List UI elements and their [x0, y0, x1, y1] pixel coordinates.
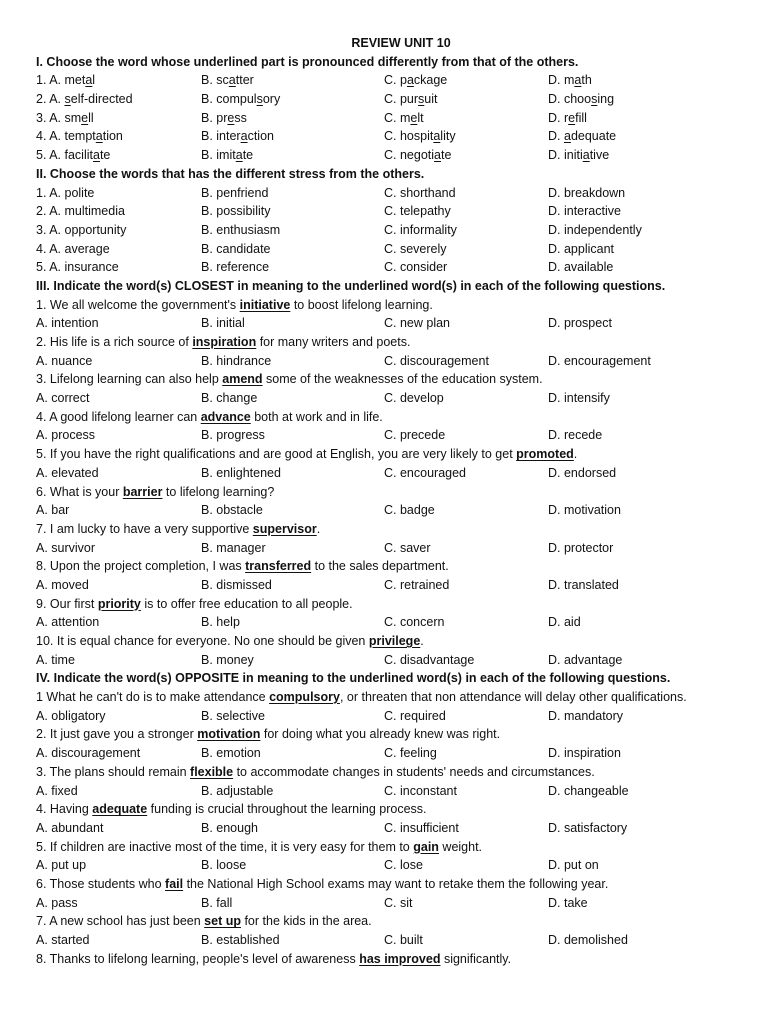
answer-option[interactable]: A. correct: [36, 391, 90, 406]
section-heading: I. Choose the word whose underlined part is pronounced differently from that of the others.: [36, 54, 579, 69]
question-text: 6. Those students who fail the National High School exams may want to retake them the following year.: [36, 876, 609, 891]
answer-options-row: [36, 744, 736, 763]
answer-option[interactable]: C. pursuit: [384, 92, 438, 107]
question-text: 7. I am lucky to have a very supportive supervisor.: [36, 521, 321, 536]
underlined-word: amend: [222, 372, 263, 387]
answer-option[interactable]: D. advantage: [548, 652, 623, 667]
section-heading: III. Indicate the word(s) CLOSEST in meaning to the underlined word(s) in each of the following questions.: [36, 278, 666, 293]
answer-option[interactable]: D. interactive: [548, 204, 621, 219]
underlined-word: compulsory: [269, 690, 340, 705]
answer-option[interactable]: 5. A. insurance: [36, 260, 119, 275]
question-text: 2. It just gave you a stronger motivation for doing what you already knew was right.: [36, 727, 501, 742]
answer-option[interactable]: D. available: [548, 260, 614, 275]
underlined-word: initiative: [239, 297, 291, 312]
answer-option[interactable]: 5. A. facilitate: [36, 148, 111, 163]
question-text: 1. We all welcome the government's initiative to boost lifelong learning.: [36, 297, 433, 312]
answer-option[interactable]: D. choosing: [548, 92, 615, 107]
underlined-sound: e: [568, 110, 576, 125]
answer-option[interactable]: B. dismissed: [201, 577, 272, 592]
answer-option[interactable]: D. protector: [548, 540, 614, 555]
answer-option[interactable]: C. negotiate: [384, 148, 452, 163]
answer-options-row: [36, 539, 736, 558]
question-text: 5. If you have the right qualifications and are good at English, you are very likely to get promoted.: [36, 447, 578, 462]
answer-option[interactable]: C. encouraged: [384, 465, 467, 480]
answer-option[interactable]: B. press: [201, 110, 247, 125]
answer-option[interactable]: D. put on: [548, 858, 599, 873]
answer-option[interactable]: B. loose: [201, 858, 247, 873]
answer-option[interactable]: D. encouragement: [548, 353, 651, 368]
answer-options-row: [36, 782, 736, 801]
question-text: 10. It is equal chance for everyone. No one should be given privilege.: [36, 634, 424, 648]
answer-option[interactable]: B. enthusiasm: [201, 222, 281, 237]
underlined-sound: a: [240, 129, 248, 144]
answer-option[interactable]: A. obligatory: [36, 708, 106, 723]
answer-options-row: [36, 352, 736, 371]
answer-option[interactable]: D. adequate: [548, 129, 617, 144]
question-text: 8. Thanks to lifelong learning, people's level of awareness has improved significantly.: [36, 951, 512, 966]
question-text: 8. Upon the project completion, I was transferred to the sales department.: [36, 559, 449, 574]
answer-option[interactable]: B. reference: [201, 260, 270, 275]
answer-options-row: [36, 314, 736, 333]
answer-option[interactable]: 3. A. smell: [36, 110, 94, 125]
underlined-word: privilege: [368, 634, 421, 648]
underlined-sound: a: [406, 73, 414, 88]
answer-option[interactable]: A. started: [36, 933, 90, 947]
answer-option[interactable]: B. adjustable: [201, 783, 274, 798]
stress-row: [36, 240, 736, 259]
underlined-sound: s: [64, 92, 71, 107]
answer-option[interactable]: B. change: [201, 391, 258, 406]
answer-option[interactable]: C. shorthand: [384, 185, 456, 200]
answer-option[interactable]: D. translated: [548, 577, 619, 592]
underlined-word: barrier: [122, 484, 163, 499]
answer-option[interactable]: D. recede: [548, 428, 603, 443]
answer-options-row: [36, 501, 736, 520]
answer-options-row: [36, 576, 736, 595]
answer-option[interactable]: C. melt: [384, 110, 424, 125]
answer-option[interactable]: 3. A. opportunity: [36, 222, 127, 237]
underlined-sound: s: [418, 92, 425, 107]
answer-option[interactable]: C. informality: [384, 222, 457, 237]
answer-options-row: [36, 389, 736, 408]
answer-option[interactable]: D. motivation: [548, 503, 621, 518]
answer-option[interactable]: D. mandatory: [548, 708, 624, 723]
answer-option[interactable]: A. process: [36, 428, 96, 443]
underlined-sound: a: [582, 148, 590, 163]
answer-option[interactable]: A. survivor: [36, 540, 96, 555]
answer-option[interactable]: D. refill: [548, 110, 587, 125]
answer-option[interactable]: C. telepathy: [384, 204, 451, 219]
underlined-sound: a: [433, 129, 441, 144]
underlined-sound: a: [228, 73, 236, 88]
answer-option[interactable]: D. initiative: [548, 148, 610, 163]
pronunciation-row: [36, 90, 736, 109]
page-title: REVIEW UNIT 10: [351, 36, 451, 50]
answer-option[interactable]: A. fixed: [36, 783, 78, 798]
answer-option[interactable]: B. selective: [201, 708, 265, 723]
question-text: 4. Having adequate funding is crucial throughout the learning process.: [36, 802, 427, 817]
underlined-sound: s: [256, 92, 263, 107]
answer-option[interactable]: C. hospitality: [384, 129, 456, 144]
answer-option[interactable]: D. satisfactory: [548, 820, 628, 835]
answer-option[interactable]: C. severely: [384, 241, 447, 256]
answer-option[interactable]: B. established: [201, 933, 280, 947]
answer-option[interactable]: B. penfriend: [201, 185, 269, 200]
answer-option[interactable]: C. built: [384, 933, 423, 947]
question-text: 4. A good lifelong learner can advance both at work and in life.: [36, 409, 383, 424]
answer-option[interactable]: B. help: [201, 615, 240, 630]
answer-option[interactable]: D. endorsed: [548, 465, 617, 480]
answer-option[interactable]: D. aid: [548, 615, 581, 630]
answer-option[interactable]: C. sit: [384, 895, 413, 910]
answer-option[interactable]: C. discouragement: [384, 353, 489, 368]
answer-options-row: [36, 613, 736, 632]
answer-option[interactable]: A. bar: [36, 503, 70, 518]
question-text: 3. Lifelong learning can also help amend some of the weaknesses of the education system.: [36, 372, 543, 387]
underlined-word: supervisor: [252, 521, 317, 536]
section-heading: IV. Indicate the word(s) OPPOSITE in meaning to the underlined word(s) in each of the following questions.: [36, 671, 671, 686]
underlined-word: advance: [200, 409, 251, 424]
underlined-sound: e: [410, 110, 418, 125]
stress-row: [36, 184, 736, 203]
underlined-word: promoted: [516, 447, 574, 462]
answer-option[interactable]: B. fall: [201, 895, 233, 910]
underlined-sound: a: [574, 73, 582, 88]
answer-option[interactable]: D. prospect: [548, 316, 612, 331]
answer-option[interactable]: C. develop: [384, 391, 444, 406]
answer-option[interactable]: B. progress: [201, 428, 265, 443]
answer-option[interactable]: A. moved: [36, 577, 89, 592]
answer-option[interactable]: C. concern: [384, 615, 445, 630]
answer-option[interactable]: D. inspiration: [548, 746, 621, 761]
answer-option[interactable]: B. hindrance: [201, 353, 272, 368]
section-heading: II. Choose the words that has the different stress from the others.: [36, 166, 425, 181]
answer-option[interactable]: A. abundant: [36, 820, 104, 835]
worksheet: [36, 34, 736, 968]
pronunciation-row: [36, 71, 736, 90]
underlined-sound: a: [563, 129, 571, 144]
answer-option[interactable]: 1. A. metal: [36, 73, 96, 88]
underlined-word: fail: [165, 876, 184, 891]
underlined-sound: s: [591, 92, 598, 107]
answer-option[interactable]: C. disadvantage: [384, 652, 475, 667]
question-text: 9. Our first priority is to offer free education to all people.: [36, 596, 353, 611]
answer-options-row: [36, 894, 736, 913]
answer-option[interactable]: C. new plan: [384, 316, 451, 331]
answer-option[interactable]: D. intensify: [548, 391, 610, 406]
answer-option[interactable]: C. saver: [384, 540, 431, 555]
answer-option[interactable]: A. elevated: [36, 465, 99, 480]
answer-option[interactable]: D. breakdown: [548, 185, 626, 200]
pronunciation-row: [36, 109, 736, 128]
answer-option[interactable]: A. nuance: [36, 353, 93, 368]
underlined-sound: a: [92, 148, 100, 163]
answer-option[interactable]: D. changeable: [548, 783, 629, 798]
answer-option[interactable]: A. put up: [36, 858, 87, 873]
underlined-word: adequate: [92, 802, 148, 817]
answer-option[interactable]: B. obstacle: [201, 503, 263, 518]
answer-option[interactable]: C. precede: [384, 428, 446, 443]
answer-option[interactable]: A. attention: [36, 615, 100, 630]
answer-option[interactable]: A. discouragement: [36, 746, 141, 761]
answer-option[interactable]: D. math: [548, 73, 592, 88]
answer-option[interactable]: B. enlightened: [201, 465, 281, 480]
answer-option[interactable]: C. insufficient: [384, 820, 459, 835]
answer-option[interactable]: 4. A. temptation: [36, 129, 123, 144]
answer-option[interactable]: A. pass: [36, 895, 78, 910]
worksheet-content: [36, 53, 736, 969]
answer-option[interactable]: C. required: [384, 708, 446, 723]
underlined-sound: e: [81, 110, 89, 125]
question-text: 5. If children are inactive most of the time, it is very easy for them to gain weight.: [36, 839, 483, 854]
answer-option[interactable]: 1. A. polite: [36, 185, 95, 200]
answer-option[interactable]: D. demolished: [548, 933, 628, 947]
underlined-sound: a: [235, 148, 243, 163]
underlined-word: has improved: [359, 951, 441, 966]
underlined-sound: a: [95, 129, 103, 144]
answer-option[interactable]: B. compulsory: [201, 92, 281, 107]
pronunciation-row: [36, 146, 736, 165]
stress-row: [36, 202, 736, 221]
answer-option[interactable]: D. independently: [548, 222, 642, 237]
question-text: 6. What is your barrier to lifelong learning?: [36, 484, 275, 499]
answer-option[interactable]: D. applicant: [548, 241, 615, 256]
answer-option[interactable]: B. enough: [201, 820, 258, 835]
pronunciation-row: [36, 127, 736, 146]
underlined-word: set up: [204, 914, 241, 929]
answer-option[interactable]: B. money: [201, 652, 254, 667]
answer-option[interactable]: A. intention: [36, 316, 99, 331]
answer-option[interactable]: B. possibility: [201, 204, 271, 219]
stress-row: [36, 258, 736, 277]
answer-options-row: [36, 651, 736, 670]
underlined-word: gain: [413, 839, 439, 854]
underlined-word: motivation: [197, 727, 261, 742]
answer-option[interactable]: D. take: [548, 895, 588, 910]
answer-options-row: [36, 931, 736, 950]
question-text: 2. His life is a rich source of inspiration for many writers and poets.: [36, 335, 411, 349]
answer-option[interactable]: 2. A. multimedia: [36, 204, 125, 219]
answer-option[interactable]: B. emotion: [201, 746, 261, 761]
answer-options-row: [36, 464, 736, 483]
answer-option[interactable]: B. scatter: [201, 73, 254, 88]
answer-option[interactable]: B. candidate: [201, 241, 271, 256]
question-text: 1 What he can't do is to make attendance compulsory, or threaten that non attendance will delay other qualifications.: [36, 690, 687, 705]
answer-option[interactable]: C. inconstant: [384, 783, 457, 798]
stress-row: [36, 221, 736, 240]
question-text: 7. A new school has just been set up for the kids in the area.: [36, 914, 372, 929]
answer-option[interactable]: B. interaction: [201, 129, 274, 144]
answer-option[interactable]: B. imitate: [201, 148, 254, 163]
answer-option[interactable]: B. initial: [201, 316, 245, 331]
underlined-word: transferred: [245, 559, 312, 574]
answer-option[interactable]: C. badge: [384, 503, 435, 518]
answer-option[interactable]: C. retrained: [384, 577, 450, 592]
answer-options-row: [36, 707, 736, 726]
underlined-word: priority: [97, 596, 141, 611]
answer-option[interactable]: C. consider: [384, 260, 448, 275]
answer-option[interactable]: C. package: [384, 73, 448, 88]
underlined-word: flexible: [190, 764, 234, 779]
answer-options-row: [36, 426, 736, 445]
answer-option[interactable]: A. time: [36, 652, 75, 667]
underlined-sound: e: [227, 110, 235, 125]
answer-option[interactable]: 2. A. self-directed: [36, 92, 133, 107]
underlined-word: inspiration: [192, 335, 257, 349]
answer-option[interactable]: B. manager: [201, 540, 266, 555]
question-text: 3. The plans should remain flexible to accommodate changes in students' needs and circumstances.: [36, 764, 595, 779]
answer-option[interactable]: C. feeling: [384, 746, 437, 761]
answer-options-row: [36, 856, 736, 875]
underlined-sound: a: [434, 148, 441, 163]
answer-options-row: [36, 819, 736, 838]
answer-option[interactable]: C. lose: [384, 858, 423, 873]
answer-option[interactable]: 4. A. average: [36, 241, 110, 256]
underlined-sound: a: [85, 73, 93, 88]
